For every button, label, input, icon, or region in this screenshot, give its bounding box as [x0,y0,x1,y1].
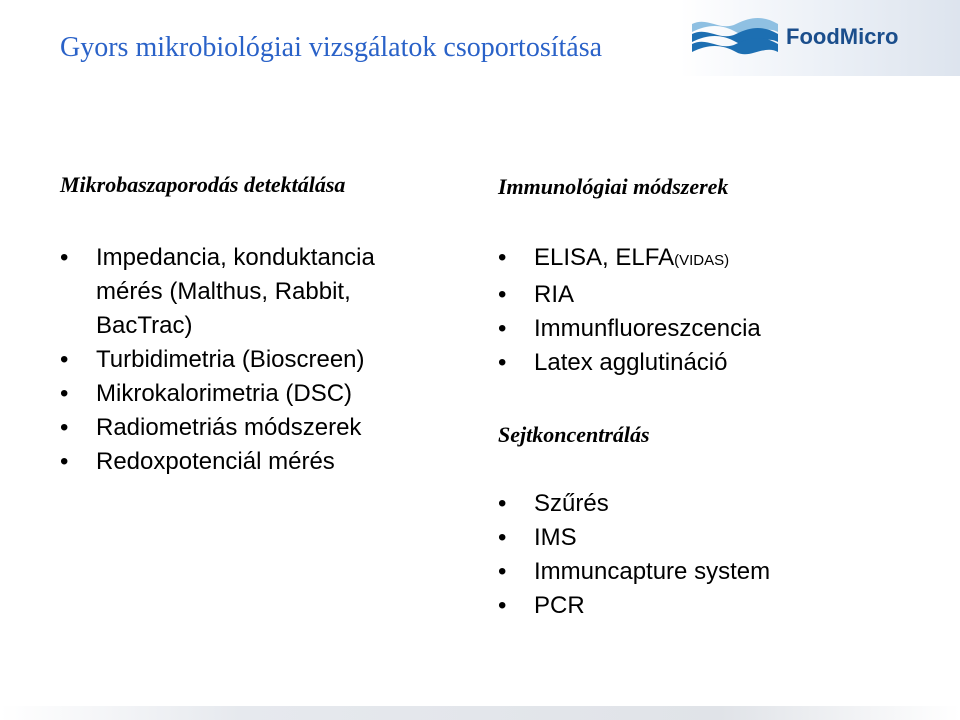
bullet: • [60,414,69,441]
list-item [60,343,450,377]
slide-title: Gyors mikrobiológiai vizsgálatok csoportosítása [60,32,603,63]
list-item [498,241,938,278]
list-item [60,411,450,445]
item-line: BacTrac) [96,312,193,339]
bullet: • [60,244,69,271]
list-item [60,241,450,343]
item-text: IMS [534,524,577,551]
bullet: • [498,281,507,308]
list-item [498,521,938,555]
bullet: • [60,448,69,475]
footer-bar [0,706,960,720]
foodmicro-wave-logo-icon [690,16,780,62]
heading-cell-concentration: Sejtkoncentrálás [498,422,650,447]
list-item [498,487,938,521]
bullet: • [498,524,507,551]
item-text: Immuncapture system [534,558,771,585]
item-line: Impedancia, konduktancia [96,244,375,271]
bullet: • [498,558,507,585]
list-item [498,589,938,623]
heading-immunological-methods: Immunológiai módszerek [498,174,729,199]
bullet: • [498,349,507,376]
bullet: • [498,244,507,271]
bullet: • [60,346,69,373]
item-line: Mikrokalorimetria (DSC) [96,380,353,407]
item-line: Radiometriás módszerek [96,414,362,441]
growth-detection-list [60,241,450,479]
list-item [60,445,450,479]
immunological-methods-list [498,241,938,380]
list-item [498,555,938,589]
heading-growth-detection: Mikrobaszaporodás detektálása [60,172,346,197]
item-subtext: (VIDAS) [674,252,730,269]
item-text: Latex agglutináció [534,349,728,376]
item-text: Immunfluoreszcencia [534,315,761,342]
cell-concentration-list [498,487,938,623]
bullet: • [498,490,507,517]
item-line: mérés (Malthus, Rabbit, [96,278,351,305]
bullet: • [498,592,507,619]
item-line: Turbidimetria (Bioscreen) [96,346,365,373]
item-text: PCR [534,592,585,619]
bullet: • [60,380,69,407]
list-item [498,346,938,380]
bullet: • [498,315,507,342]
logo-text: FoodMicro [786,24,899,49]
list-item [498,278,938,312]
list-item [498,312,938,346]
item-text: Szűrés [534,490,609,517]
item-text: RIA [534,281,575,308]
item-text: ELISA, ELFA [534,244,675,271]
item-line: Redoxpotenciál mérés [96,448,335,475]
list-item [60,377,450,411]
